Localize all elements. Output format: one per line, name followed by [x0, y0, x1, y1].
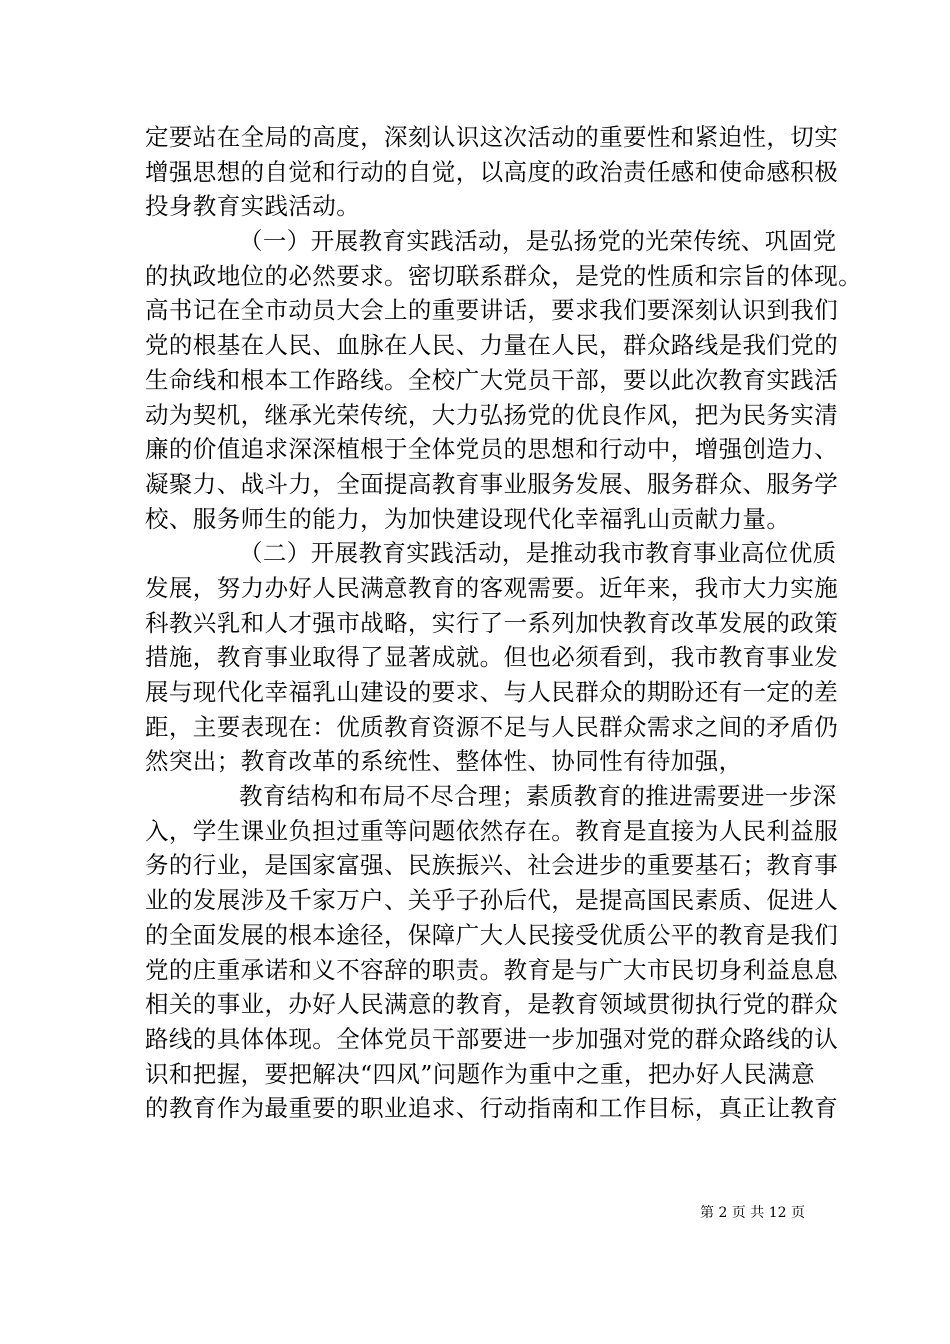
text-line: 廉的价值追求深深植根于全体党员的思想和行动中，增强创造力、 — [145, 435, 839, 464]
text-line: 党的庄重承诺和义不容辞的职责。教育是与广大市民切身利益息息 — [145, 955, 839, 984]
text-line: 的执政地位的必然要求。密切联系群众，是党的性质和宗旨的体现。 — [145, 261, 862, 290]
text-line: 动为契机，继承光荣传统，大力弘扬党的优良作风，把为民务实清 — [145, 400, 839, 429]
text-line: 入，学生课业负担过重等问题依然存在。教育是直接为人民利益服 — [145, 816, 839, 845]
text-line: 距，主要表现在：优质教育资源不足与人民群众需求之间的矛盾仍 — [145, 712, 839, 741]
text-line: 投身教育实践活动。 — [145, 192, 361, 221]
text-line: 路线的具体体现。全体党员干部要进一步加强对党的群众路线的认 — [145, 1024, 839, 1053]
text-line: 生命线和根本工作路线。全校广大党员干部，要以此次教育实践活 — [145, 365, 839, 394]
text-line: （二）开展教育实践活动，是推动我市教育事业高位优质 — [239, 539, 837, 568]
text-line: 的教育作为最重要的职业追求、行动指南和工作目标，真正让教育 — [145, 1094, 839, 1123]
page-number: 第 2 页 共 12 页 — [700, 1205, 805, 1221]
text-line: 高书记在全市动员大会上的重要讲话，要求我们要深刻认识到我们 — [145, 296, 839, 325]
text-line: 措施，教育事业取得了显著成就。但也必须看到，我市教育事业发 — [145, 643, 839, 672]
text-line: 展与现代化幸福乳山建设的要求、与人民群众的期盼还有一定的差 — [145, 678, 839, 706]
text-line: 业的发展涉及千家万户、关乎子孙后代，是提高国民素质、促进人 — [145, 886, 839, 915]
text-line: 的全面发展的根本途径，保障广大人民接受优质公平的教育是我们 — [145, 920, 839, 949]
text-line: 凝聚力、战斗力，全面提高教育事业服务发展、服务群众、服务学 — [145, 469, 839, 498]
text-line: 务的行业，是国家富强、民族振兴、社会进步的重要基石；教育事 — [145, 851, 839, 880]
document-body — [145, 120, 862, 1126]
text-line: 教育结构和布局不尽合理；素质教育的推进需要进一步深 — [239, 782, 837, 811]
text-line: （一）开展教育实践活动，是弘扬党的光荣传统、巩固党 — [239, 227, 837, 256]
text-line: 科教兴乳和人才强市战略，实行了一系列加快教育改革发展的政策 — [145, 608, 839, 637]
text-line: 相关的事业，办好人民满意的教育，是教育领域贯彻执行党的群众 — [145, 990, 839, 1019]
text-line: 增强思想的自觉和行动的自觉，以高度的政治责任感和使命感积极 — [145, 157, 839, 186]
text-line: 校、服务师生的能力，为加快建设现代化幸福乳山贡献力量。 — [145, 504, 791, 533]
text-line: 识和把握，要把解决“四风”问题作为重中之重，把办好人民满意 — [145, 1059, 816, 1088]
text-line: 党的根基在人民、血脉在人民、力量在人民，群众路线是我们党的 — [145, 331, 839, 360]
text-line: 然突出；教育改革的系统性、整体性、协同性有待加强， — [145, 747, 743, 776]
text-line: 发展，努力办好人民满意教育的客观需要。近年来，我市大力实施 — [145, 573, 839, 602]
text-line: 定要站在全局的高度，深刻认识这次活动的重要性和紧迫性，切实 — [145, 123, 839, 151]
